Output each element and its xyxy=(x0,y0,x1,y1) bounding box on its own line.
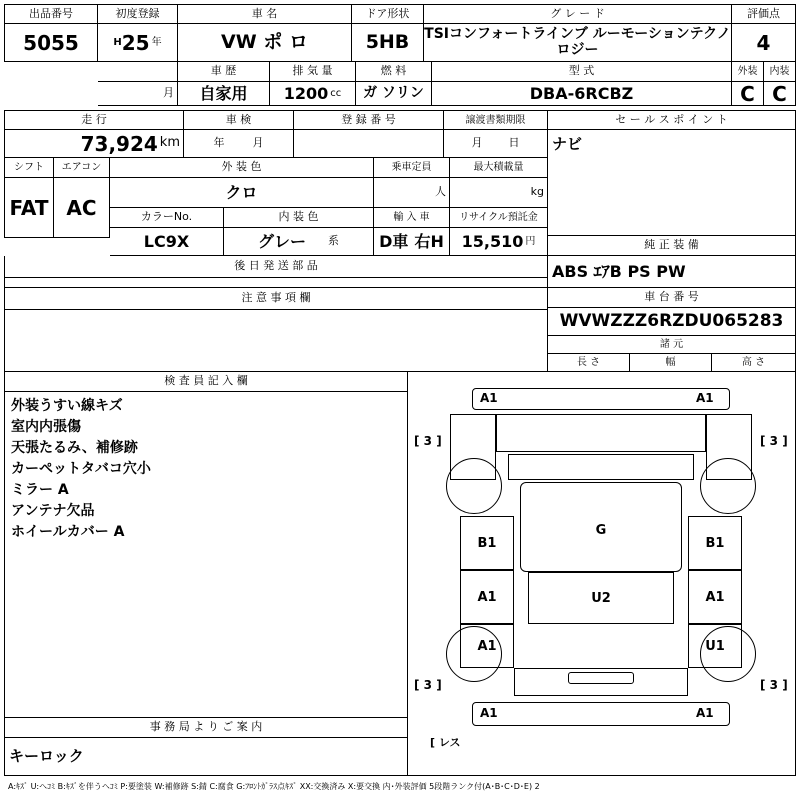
int-color-suffix: 系 xyxy=(328,234,339,248)
right-rear-door: A1 xyxy=(688,570,742,624)
sales-point-value: ナビ xyxy=(548,130,796,236)
cabin-outline xyxy=(520,482,682,572)
front-left-wheel xyxy=(446,458,502,514)
import-label: 輸 入 車 xyxy=(374,208,450,228)
inspector-note: ホイールカバー A xyxy=(11,524,125,540)
int-color-value: グレー xyxy=(257,231,306,251)
inspector-notes-list xyxy=(5,392,157,547)
interior-label: 内装 xyxy=(764,62,796,82)
grade-label: グ レ ー ド xyxy=(424,4,732,24)
later-parts-value xyxy=(4,278,548,288)
displacement-value-cell xyxy=(270,82,356,106)
rear-bumper xyxy=(472,702,730,726)
interior-grade: C xyxy=(764,82,796,106)
lot-no-value: 5055 xyxy=(4,24,98,62)
transfer-label: 譲渡書類期限 xyxy=(444,110,548,130)
office-label: 事 務 局 よ り ご 案 内 xyxy=(4,718,408,738)
shaken-value-cell xyxy=(184,130,294,158)
lot-no-label: 出品番号 xyxy=(4,4,98,24)
later-parts-label: 後 日 発 送 部 品 xyxy=(4,256,548,278)
shaken-year-unit: 年 xyxy=(213,136,225,150)
rear-glass xyxy=(568,672,634,684)
max-load-value: kg xyxy=(450,178,548,208)
first-reg-era: H xyxy=(113,37,122,48)
seats-label: 乗車定員 xyxy=(374,158,450,178)
import-hand: 右H xyxy=(414,231,444,251)
legend: A:ｷｽﾞ U:ヘｺﾐ B:ｷｽﾞを伴うヘｺﾐ P:要塗装 W:補修跡 S:錆 C:腐食 G:ﾌﾛﾝﾄｶﾞﾗｽ点ｷｽﾞ XX:交換済み X:要交換 内･外装評価 5段階ランク付(A･B･C･D･E) 2 xyxy=(8,782,540,791)
displacement-label: 排 気 量 xyxy=(270,62,356,82)
model-code-label: 型 式 xyxy=(432,62,732,82)
mileage-label: 走 行 xyxy=(4,110,184,130)
height-label: 高 さ xyxy=(712,354,796,372)
front-right-wheel xyxy=(700,458,756,514)
inspector-note: 室内内張傷 xyxy=(11,419,81,435)
inspector-notes xyxy=(4,392,408,718)
aircon-label: エアコン xyxy=(54,158,110,178)
chassis-label: 車 台 番 号 xyxy=(548,288,796,308)
rear-quarter-panel xyxy=(528,572,674,624)
rear-center-damage: U2 xyxy=(591,590,611,606)
rear-left-damage: A1 xyxy=(480,706,498,720)
shaken-month-unit: 月 xyxy=(252,136,264,150)
car-name-value: VW ポ ロ xyxy=(178,24,352,62)
rear-right-damage: A1 xyxy=(696,706,714,720)
int-color-value-cell xyxy=(224,228,374,256)
score-label: 評価点 xyxy=(732,4,796,24)
rear-note: [ レス xyxy=(430,736,461,749)
car-diagram-panel xyxy=(408,372,796,776)
door-value: 5HB xyxy=(352,24,424,62)
history-value: 自家用 xyxy=(178,82,270,106)
displacement-value: 1200 xyxy=(283,83,329,103)
width-label: 幅 xyxy=(630,354,712,372)
first-reg-month-unit: 月 xyxy=(98,82,178,106)
history-label: 車 歴 xyxy=(178,62,270,82)
recycle-value-cell xyxy=(450,228,548,256)
first-reg-value xyxy=(98,24,178,62)
displacement-unit: cc xyxy=(330,88,342,99)
ext-color-label: 外 装 色 xyxy=(110,158,374,178)
exterior-grade: C xyxy=(732,82,764,106)
max-load-label: 最大積載量 xyxy=(450,158,548,178)
transfer-month-unit: 月 xyxy=(471,136,483,150)
right-rear-fender: U1 xyxy=(688,624,742,668)
import-d: D車 xyxy=(379,231,409,251)
equipment-value: ABS ｴｱB PS PW xyxy=(548,256,796,288)
exterior-label: 外装 xyxy=(732,62,764,82)
front-left-damage: A1 xyxy=(480,391,498,405)
door-label: ドア形状 xyxy=(352,4,424,24)
recycle-unit: 円 xyxy=(525,236,536,247)
recycle-label: リサイクル預託金 xyxy=(450,208,548,228)
left-front-door: B1 xyxy=(460,516,514,570)
recycle-value: 15,510 xyxy=(461,231,524,251)
score-value: 4 xyxy=(732,24,796,62)
dimension-label: 諸 元 xyxy=(548,336,796,354)
right-front-door: B1 xyxy=(688,516,742,570)
shift-label: シフト xyxy=(4,158,54,178)
first-reg-label: 初度登録 xyxy=(98,4,178,24)
inspector-note: 外装うすい線キズ xyxy=(11,398,123,414)
first-reg-year: 25 xyxy=(121,30,150,55)
mileage-unit: km xyxy=(159,135,180,151)
windshield xyxy=(508,454,694,480)
fuel-label: 燃 料 xyxy=(356,62,432,82)
color-no-value: LC9X xyxy=(110,228,224,256)
left-lower-bracket: [ 3 ] xyxy=(414,678,442,692)
notes-label: 注 意 事 項 欄 xyxy=(4,288,548,310)
inspector-label: 検 査 員 記 入 欄 xyxy=(4,372,408,392)
import-value-cell xyxy=(374,228,450,256)
transfer-day-unit: 日 xyxy=(508,136,520,150)
equipment-label: 純 正 装 備 xyxy=(548,236,796,256)
sales-point-label: セ ー ル ス ポ イ ン ト xyxy=(548,110,796,130)
mileage-value: 73,924 xyxy=(80,131,158,156)
roof-damage: G xyxy=(595,522,607,538)
hood xyxy=(496,414,706,452)
first-reg-year-unit: 年 xyxy=(151,37,162,48)
reg-no-value xyxy=(294,130,444,158)
color-no-label: カラーNo. xyxy=(110,208,224,228)
inspector-note: アンテナ欠品 xyxy=(11,503,95,519)
inspector-note: カーペットタバコ穴小 xyxy=(11,461,151,477)
first-reg-month-cell xyxy=(98,62,178,82)
left-rear-fender: A1 xyxy=(460,624,514,668)
shaken-label: 車 検 xyxy=(184,110,294,130)
inspector-note: 天張たるみ、補修跡 xyxy=(11,440,138,456)
car-name-label: 車 名 xyxy=(178,4,352,24)
inspector-note: ミラー A xyxy=(11,482,69,498)
left-upper-bracket: [ 3 ] xyxy=(414,434,442,448)
front-bumper xyxy=(472,388,730,410)
model-code-value: DBA-6RCBZ xyxy=(432,82,732,106)
fuel-value: ガ ソリン xyxy=(356,82,432,106)
left-rear-door: A1 xyxy=(460,570,514,624)
ext-color-value: クロ xyxy=(110,178,374,208)
aircon-value: AC xyxy=(54,178,110,238)
transfer-value-cell xyxy=(444,130,548,158)
shift-value: FAT xyxy=(4,178,54,238)
seats-value: 人 xyxy=(374,178,450,208)
length-label: 長 さ xyxy=(548,354,630,372)
office-note: キーロック xyxy=(4,738,408,776)
notes-value xyxy=(4,310,548,372)
front-right-damage: A1 xyxy=(696,391,714,405)
reg-no-label: 登 録 番 号 xyxy=(294,110,444,130)
right-lower-bracket: [ 3 ] xyxy=(760,678,788,692)
car-diagram xyxy=(408,372,794,774)
int-color-label: 内 装 色 xyxy=(224,208,374,228)
grade-value: TSIコンフォートラインブ ルーモーションテクノロジー xyxy=(424,24,732,62)
mileage-value-cell xyxy=(4,130,184,158)
right-upper-bracket: [ 3 ] xyxy=(760,434,788,448)
chassis-no: WVWZZZ6RZDU065283 xyxy=(548,308,796,336)
